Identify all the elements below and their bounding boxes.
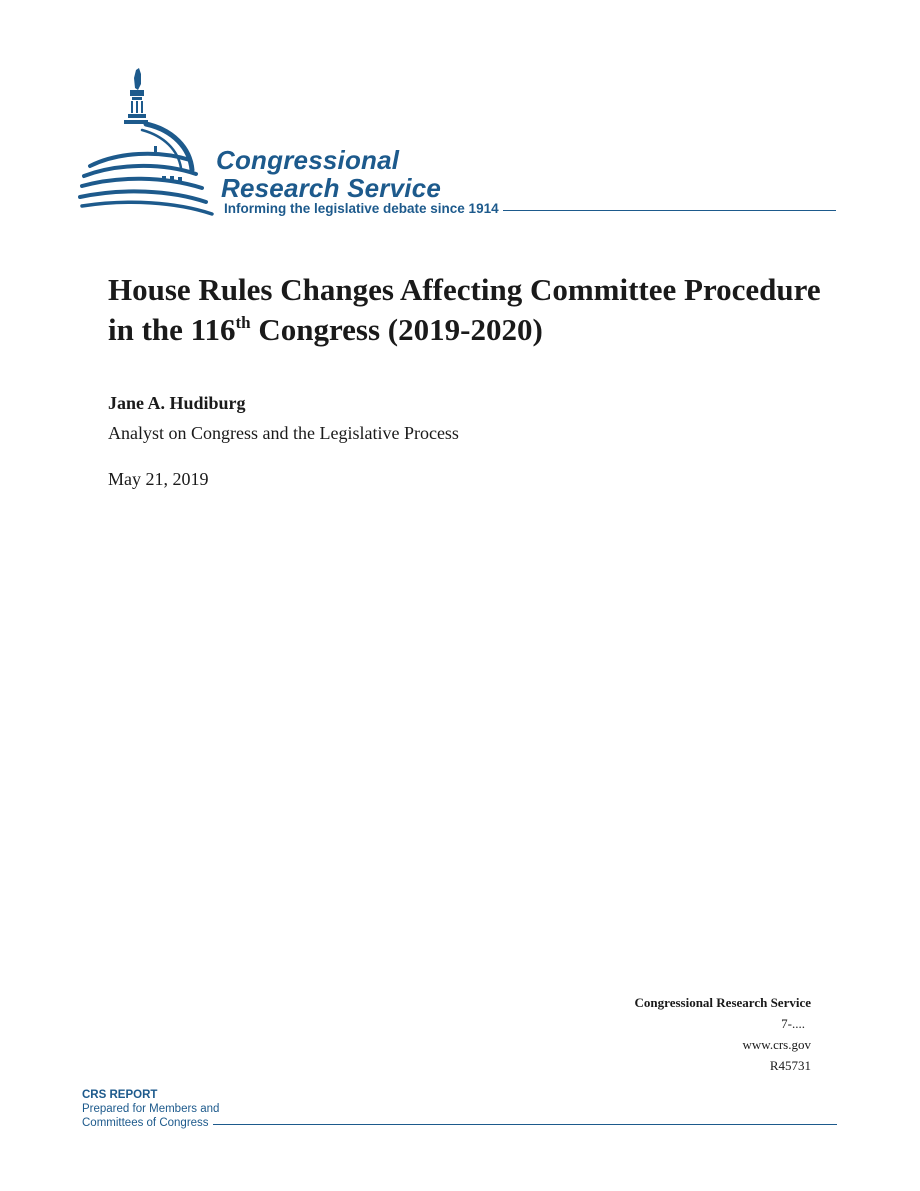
logo-tagline: Informing the legislative debate since 1914: [224, 201, 499, 216]
crs-website: www.crs.gov: [742, 1037, 811, 1052]
report-number: R45731: [769, 1058, 811, 1073]
logo-line1: Congressional: [216, 145, 400, 175]
crs-code: 7-....: [781, 1016, 805, 1031]
report-title: [108, 270, 848, 350]
footer-line1: Prepared for Members and: [82, 1103, 220, 1115]
report-title-superscript: th: [235, 313, 251, 332]
logo-line2: Research Service: [221, 173, 442, 203]
logo-tagline-row: [224, 201, 836, 216]
footer-line2: Committees of Congress: [82, 1117, 209, 1129]
footer-label: CRS REPORT: [82, 1089, 158, 1101]
author-name: Jane A. Hudiburg: [108, 393, 246, 413]
crs-org-name: Congressional Research Service: [634, 995, 811, 1010]
logo-wordmark: [216, 146, 441, 202]
report-date: May 21, 2019: [108, 469, 209, 489]
capitol-dome-icon: [78, 66, 218, 216]
crs-logo: [78, 66, 838, 226]
author-title: Analyst on Congress and the Legislative Process: [108, 423, 459, 443]
report-title-part2: Congress (2019-2020): [250, 312, 543, 347]
logo-divider: [503, 210, 836, 211]
report-footer: [82, 1088, 837, 1130]
crs-info-block: [635, 992, 811, 1076]
report-title-part1: House Rules Changes Affecting Committee Procedure in the 116: [108, 272, 821, 347]
footer-divider: [213, 1124, 837, 1125]
footer-line2-row: [82, 1116, 837, 1130]
